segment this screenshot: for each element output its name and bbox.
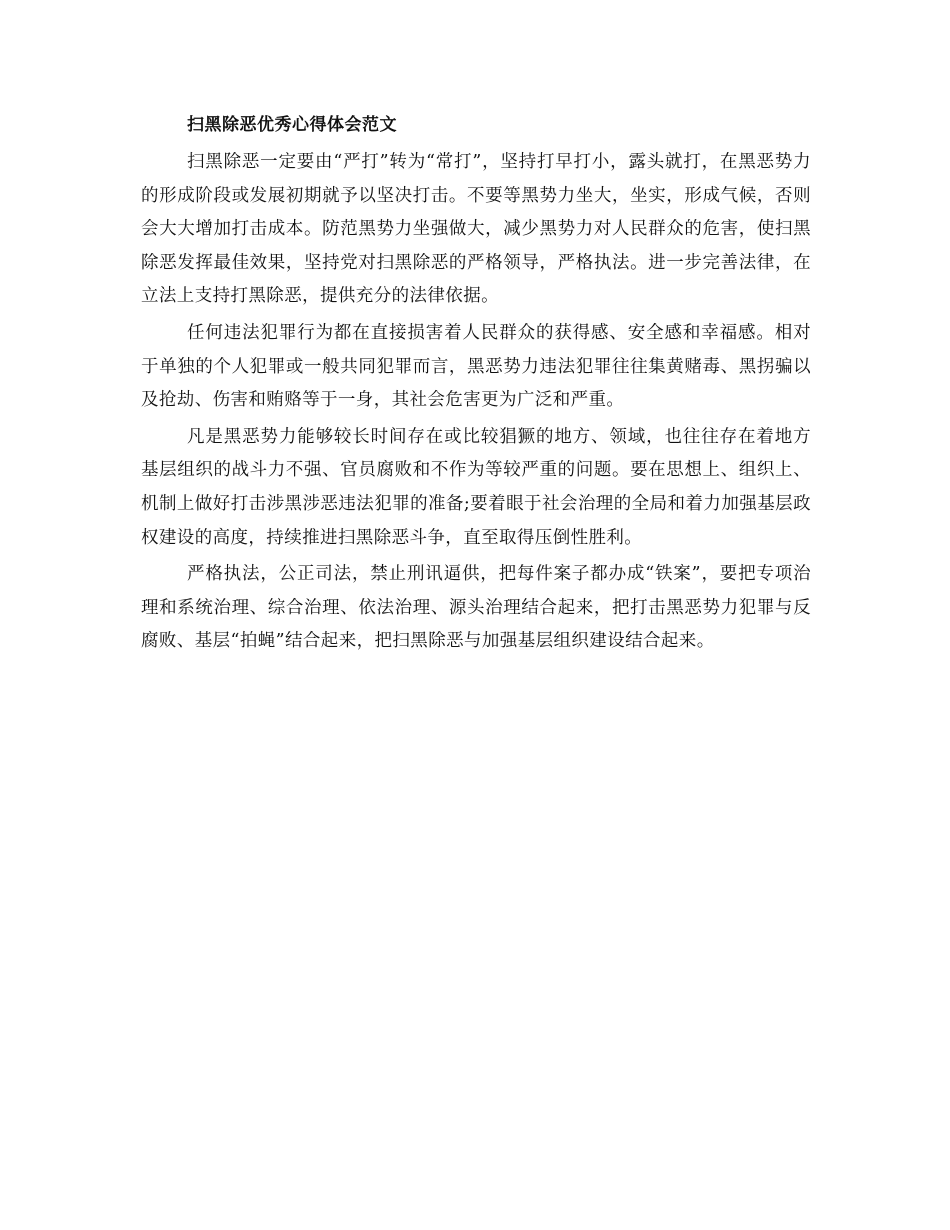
document-body: [141, 108, 811, 662]
paragraph-2: 任何违法犯罪行为都在直接损害着人民群众的获得感、安全感和幸福感。相对于单独的个人犯罪或一般共同犯罪而言，黑恶势力违法犯罪往往集黄赌毒、黑拐骗以及抢劫、伤害和贿赂等于一身，其社会危害更为广泛和严重。: [141, 322, 811, 411]
document-title: 扫黑除恶优秀心得体会范文: [187, 115, 397, 135]
paragraph-3: 凡是黑恶势力能够较长时间存在或比较猖獗的地方、领域，也往往存在着地方基层组织的战斗力不强、官员腐败和不作为等较严重的问题。要在思想上、组织上、机制上做好打击涉黑涉恶违法犯罪的准备;要着眼于社会治理的全局和着力加强基层政权建设的高度，持续推进扫黑除恶斗争，直至取得压倒性胜利。: [141, 426, 811, 548]
paragraph-1: 扫黑除恶一定要由“严打”转为“常打”，坚持打早打小，露头就打，在黑恶势力的形成阶段或发展初期就予以坚决打击。不要等黑势力坐大，坐实，形成气候，否则会大大增加打击成本。防范黑势力坐强做大，减少黑势力对人民群众的危害，使扫黑除恶发挥最佳效果，坚持党对扫黑除恶的严格领导，严格执法。进一步完善法律，在立法上支持打黑除恶，提供充分的法律依据。: [141, 152, 811, 307]
paragraph-4: 严格执法，公正司法，禁止刑讯逼供，把每件案子都办成“铁案”，要把专项治理和系统治理、综合治理、依法治理、源头治理结合起来，把打击黑恶势力犯罪与反腐败、基层“拍蝇”结合起来，把扫黑除恶与加强基层组织建设结合起来。: [141, 564, 811, 652]
